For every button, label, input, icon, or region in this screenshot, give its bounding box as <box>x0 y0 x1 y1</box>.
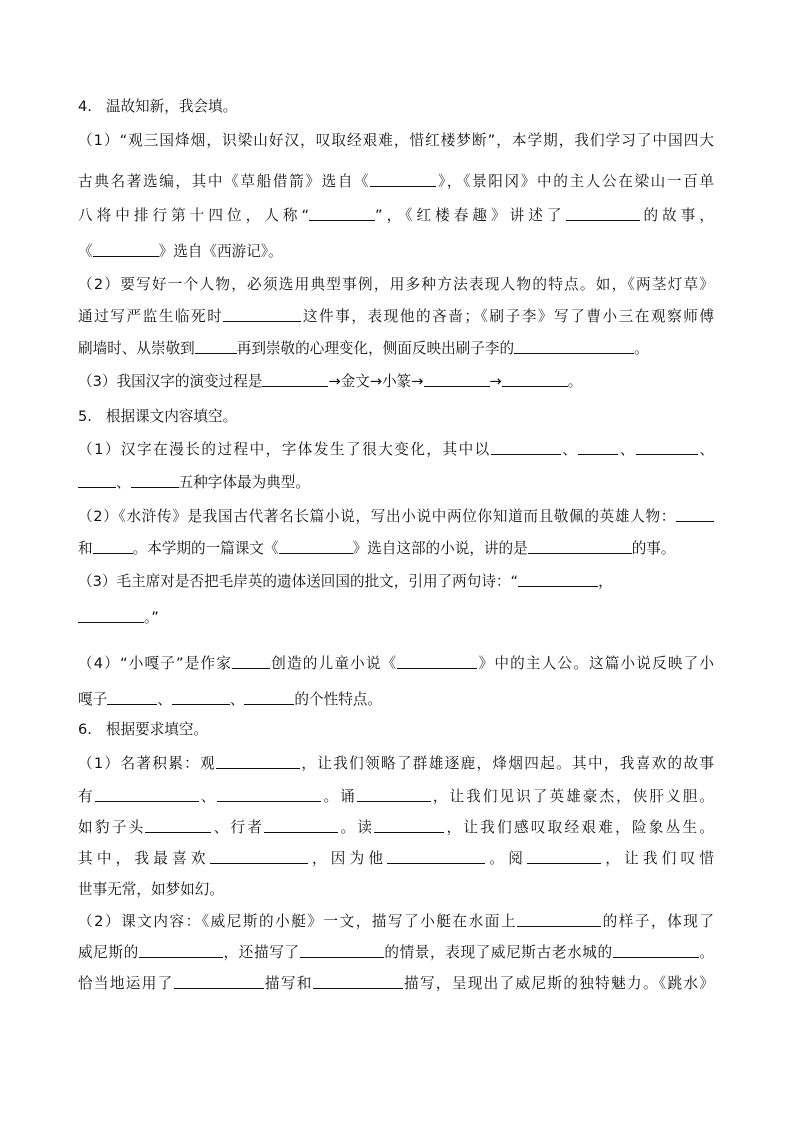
item-text: ”，《红楼春趣》讲述了 <box>375 207 566 224</box>
item-label: （2） <box>78 508 119 525</box>
answer-blank[interactable] <box>232 653 270 669</box>
q5-item2-line1 <box>78 506 714 527</box>
item-text: 八将中排行第十四位，人称“ <box>78 207 310 224</box>
q4-item1-line3 <box>78 205 714 226</box>
item-label: （4） <box>78 655 120 672</box>
answer-blank[interactable] <box>397 653 477 669</box>
q6-item1-line4 <box>78 848 714 869</box>
item-text: 的情景，表现了威尼斯古老水城的 <box>383 944 613 961</box>
q6-item2-line2 <box>78 942 714 963</box>
answer-blank[interactable] <box>528 538 632 554</box>
separator: 、 <box>618 441 636 458</box>
item-text: ，还描写了 <box>222 944 300 961</box>
item-label: （1） <box>78 441 121 458</box>
question-title: 温故知新，我会填。 <box>105 98 238 115</box>
answer-blank[interactable] <box>374 817 444 833</box>
q4-item2-line2 <box>78 306 714 327</box>
item-text: ，让我们领略了群雄逐鹿，烽烟四起。其中，我喜欢的故事 <box>300 755 714 772</box>
q4-item1-line1 <box>78 131 714 151</box>
question-6-heading <box>78 720 208 740</box>
answer-blank[interactable] <box>262 371 328 387</box>
item-text: ，让我们叹惜 <box>601 850 714 867</box>
q4-item3-line1 <box>78 371 582 392</box>
item-text: ， <box>598 573 613 590</box>
q5-item3-line1 <box>78 571 613 592</box>
item-text: 。诵 <box>321 788 357 805</box>
answer-blank[interactable] <box>279 538 353 554</box>
item-text: 。 <box>567 373 583 390</box>
item-text: “小嘎子”是作家 <box>120 655 233 672</box>
answer-blank[interactable] <box>518 571 598 587</box>
answer-blank[interactable] <box>78 607 144 623</box>
answer-blank[interactable] <box>517 911 601 927</box>
answer-blank[interactable] <box>95 786 199 802</box>
item-label: （3） <box>78 373 117 390</box>
item-text: 名著积累：观 <box>120 755 217 772</box>
separator: 、 <box>157 691 172 708</box>
item-label: （1） <box>78 132 120 149</box>
item-text: 《 <box>78 243 93 260</box>
item-text: 再到崇敬的心理变化，侧面反映出刷子李的 <box>236 340 515 357</box>
answer-blank[interactable] <box>174 973 264 989</box>
answer-blank[interactable] <box>527 848 601 864</box>
answer-blank[interactable] <box>244 689 294 705</box>
item-text: 》中的主人公。这篇小说反映了小 <box>477 655 714 672</box>
q6-item1-line3 <box>78 817 714 838</box>
answer-blank[interactable] <box>309 205 375 221</box>
item-text: ，因为他 <box>307 850 388 867</box>
answer-blank[interactable] <box>78 472 116 488</box>
question-number: 4. <box>78 98 92 115</box>
answer-blank[interactable] <box>676 506 714 522</box>
item-text: 和 <box>78 540 93 557</box>
answer-blank[interactable] <box>264 817 338 833</box>
item-text: 的事。 <box>631 540 676 557</box>
item-text: “观三国烽烟，识梁山好汉，叹取经艰难，惜红楼梦断”，本学期，我们学习了中国四大 <box>119 132 714 149</box>
answer-blank[interactable] <box>172 689 230 705</box>
item-text: 刷墙时、从崇敬到 <box>78 340 195 357</box>
answer-blank[interactable] <box>370 171 436 187</box>
q6-item1-line5 <box>78 880 224 900</box>
item-text: 。阅 <box>485 850 528 867</box>
answer-blank[interactable] <box>145 817 211 833</box>
q6-item2-line3 <box>78 973 714 994</box>
q6-item2-line1 <box>78 911 714 932</box>
answer-blank[interactable] <box>139 942 223 958</box>
item-text: 威尼斯的 <box>78 944 139 961</box>
separator: 、 <box>116 474 131 491</box>
item-label: （3） <box>78 573 117 590</box>
item-text: 》选自《西游记》。 <box>158 243 283 260</box>
item-text: ，让我们见识了英雄豪杰，侠肝义胆。 <box>430 788 714 805</box>
item-text: 。本学期的一篇课文《 <box>132 540 279 557</box>
q4-item2-line1 <box>78 275 714 295</box>
item-text: 汉字在漫长的过程中，字体发生了很大变化，其中以 <box>120 441 491 458</box>
answer-blank[interactable] <box>217 786 321 802</box>
item-text: 。” <box>144 609 159 626</box>
item-text: 、行者 <box>211 819 265 836</box>
answer-blank[interactable] <box>578 439 618 455</box>
answer-blank[interactable] <box>223 306 301 322</box>
question-title: 根据要求填空。 <box>105 721 209 738</box>
answer-blank[interactable] <box>210 848 308 864</box>
item-text: 这件事，表现他的吝啬；《刷子李》写了曹小三在观察师傅 <box>301 308 714 325</box>
answer-blank[interactable] <box>93 538 133 554</box>
q5-item4-line2 <box>78 689 382 710</box>
item-text: 世事无常，如梦如幻。 <box>78 881 224 898</box>
item-label: （2） <box>78 276 121 293</box>
answer-blank[interactable] <box>491 439 561 455</box>
question-4-heading <box>78 97 237 117</box>
answer-blank[interactable] <box>313 973 403 989</box>
item-text: 的故事， <box>639 207 714 224</box>
answer-blank[interactable] <box>107 689 157 705</box>
answer-blank[interactable] <box>131 472 179 488</box>
item-text: 。 <box>634 340 649 357</box>
item-text: 描写，呈现出了威尼斯的独特魅力。《跳水》 <box>402 975 714 992</box>
answer-blank[interactable] <box>613 942 699 958</box>
item-text: 》，《景阳冈》中的主人公在梁山一百单 <box>436 173 714 190</box>
q5-item1-line2 <box>78 472 310 493</box>
question-number: 5. <box>78 408 92 425</box>
q4-item1-line2 <box>78 171 714 192</box>
item-text: 通过写严监生临死时 <box>78 308 224 325</box>
separator: 、 <box>697 441 714 458</box>
item-text: 。读 <box>338 819 375 836</box>
answer-blank[interactable] <box>195 338 237 354</box>
item-text: 创造的儿童小说《 <box>270 655 398 672</box>
item-text: ，让我们感叹取经艰难，险象丛生。 <box>444 819 714 836</box>
answer-blank[interactable] <box>387 848 485 864</box>
item-text: 》选自这部的小说，讲的是 <box>352 540 528 557</box>
item-text: 毛主席对是否把毛岸英的遗体送回国的批文，引用了两句诗：“ <box>116 573 519 590</box>
item-text: 恰当地运用了 <box>78 975 174 992</box>
separator: 、 <box>229 691 245 708</box>
answer-blank[interactable] <box>300 942 384 958</box>
item-label: （2） <box>78 913 122 930</box>
answer-blank[interactable] <box>216 753 300 769</box>
answer-blank[interactable] <box>514 338 634 354</box>
item-label: （1） <box>78 755 121 772</box>
q6-item1-line1 <box>78 753 714 774</box>
q5-item2-line2 <box>78 538 676 559</box>
item-text: 五种字体最为典型。 <box>178 474 310 491</box>
item-text: 。 <box>698 944 714 961</box>
item-text: 我国汉字的演变过程是 <box>116 373 263 390</box>
item-text: 描写和 <box>263 975 313 992</box>
answer-blank[interactable] <box>357 786 431 802</box>
answer-blank[interactable] <box>636 439 698 455</box>
separator: 、 <box>560 441 579 458</box>
item-text: → <box>489 373 502 390</box>
question-number: 6. <box>78 721 92 738</box>
answer-blank[interactable] <box>502 371 568 387</box>
item-text: 的个性特点。 <box>294 691 382 708</box>
q6-item1-line2 <box>78 786 714 807</box>
question-title: 根据课文内容填空。 <box>105 408 238 425</box>
item-text: →金文→小篆→ <box>328 373 424 390</box>
item-text: 课文内容：《威尼斯的小艇》一文，描写了小艇在水面上 <box>121 913 518 930</box>
q5-item3-line2 <box>78 607 159 628</box>
item-text: 有 <box>78 788 95 805</box>
q4-item2-line3 <box>78 338 649 359</box>
separator: 、 <box>198 788 218 805</box>
item-text: 其中，我最喜欢 <box>78 850 210 867</box>
answer-blank[interactable] <box>566 205 640 221</box>
q5-item4-line1 <box>78 653 714 674</box>
q5-item1-line1 <box>78 439 714 460</box>
item-text: 嘎子 <box>78 691 108 708</box>
answer-blank[interactable] <box>93 241 159 257</box>
question-5-heading <box>78 407 237 427</box>
q4-item1-line4 <box>78 241 283 262</box>
item-text: 的样子，体现了 <box>601 913 714 930</box>
answer-blank[interactable] <box>424 371 490 387</box>
item-text: 《水浒传》是我国古代著名长篇小说，写出小说中两位你知道而且敬佩的英雄人物： <box>118 508 676 525</box>
item-text: 古典名著选编，其中《草船借箭》选自《 <box>78 173 371 190</box>
item-text: 要写好一个人物，必须选用典型事例，用多种方法表现人物的特点。如，《两茎灯草》 <box>120 276 714 293</box>
item-text: 如豹子头 <box>78 819 146 836</box>
